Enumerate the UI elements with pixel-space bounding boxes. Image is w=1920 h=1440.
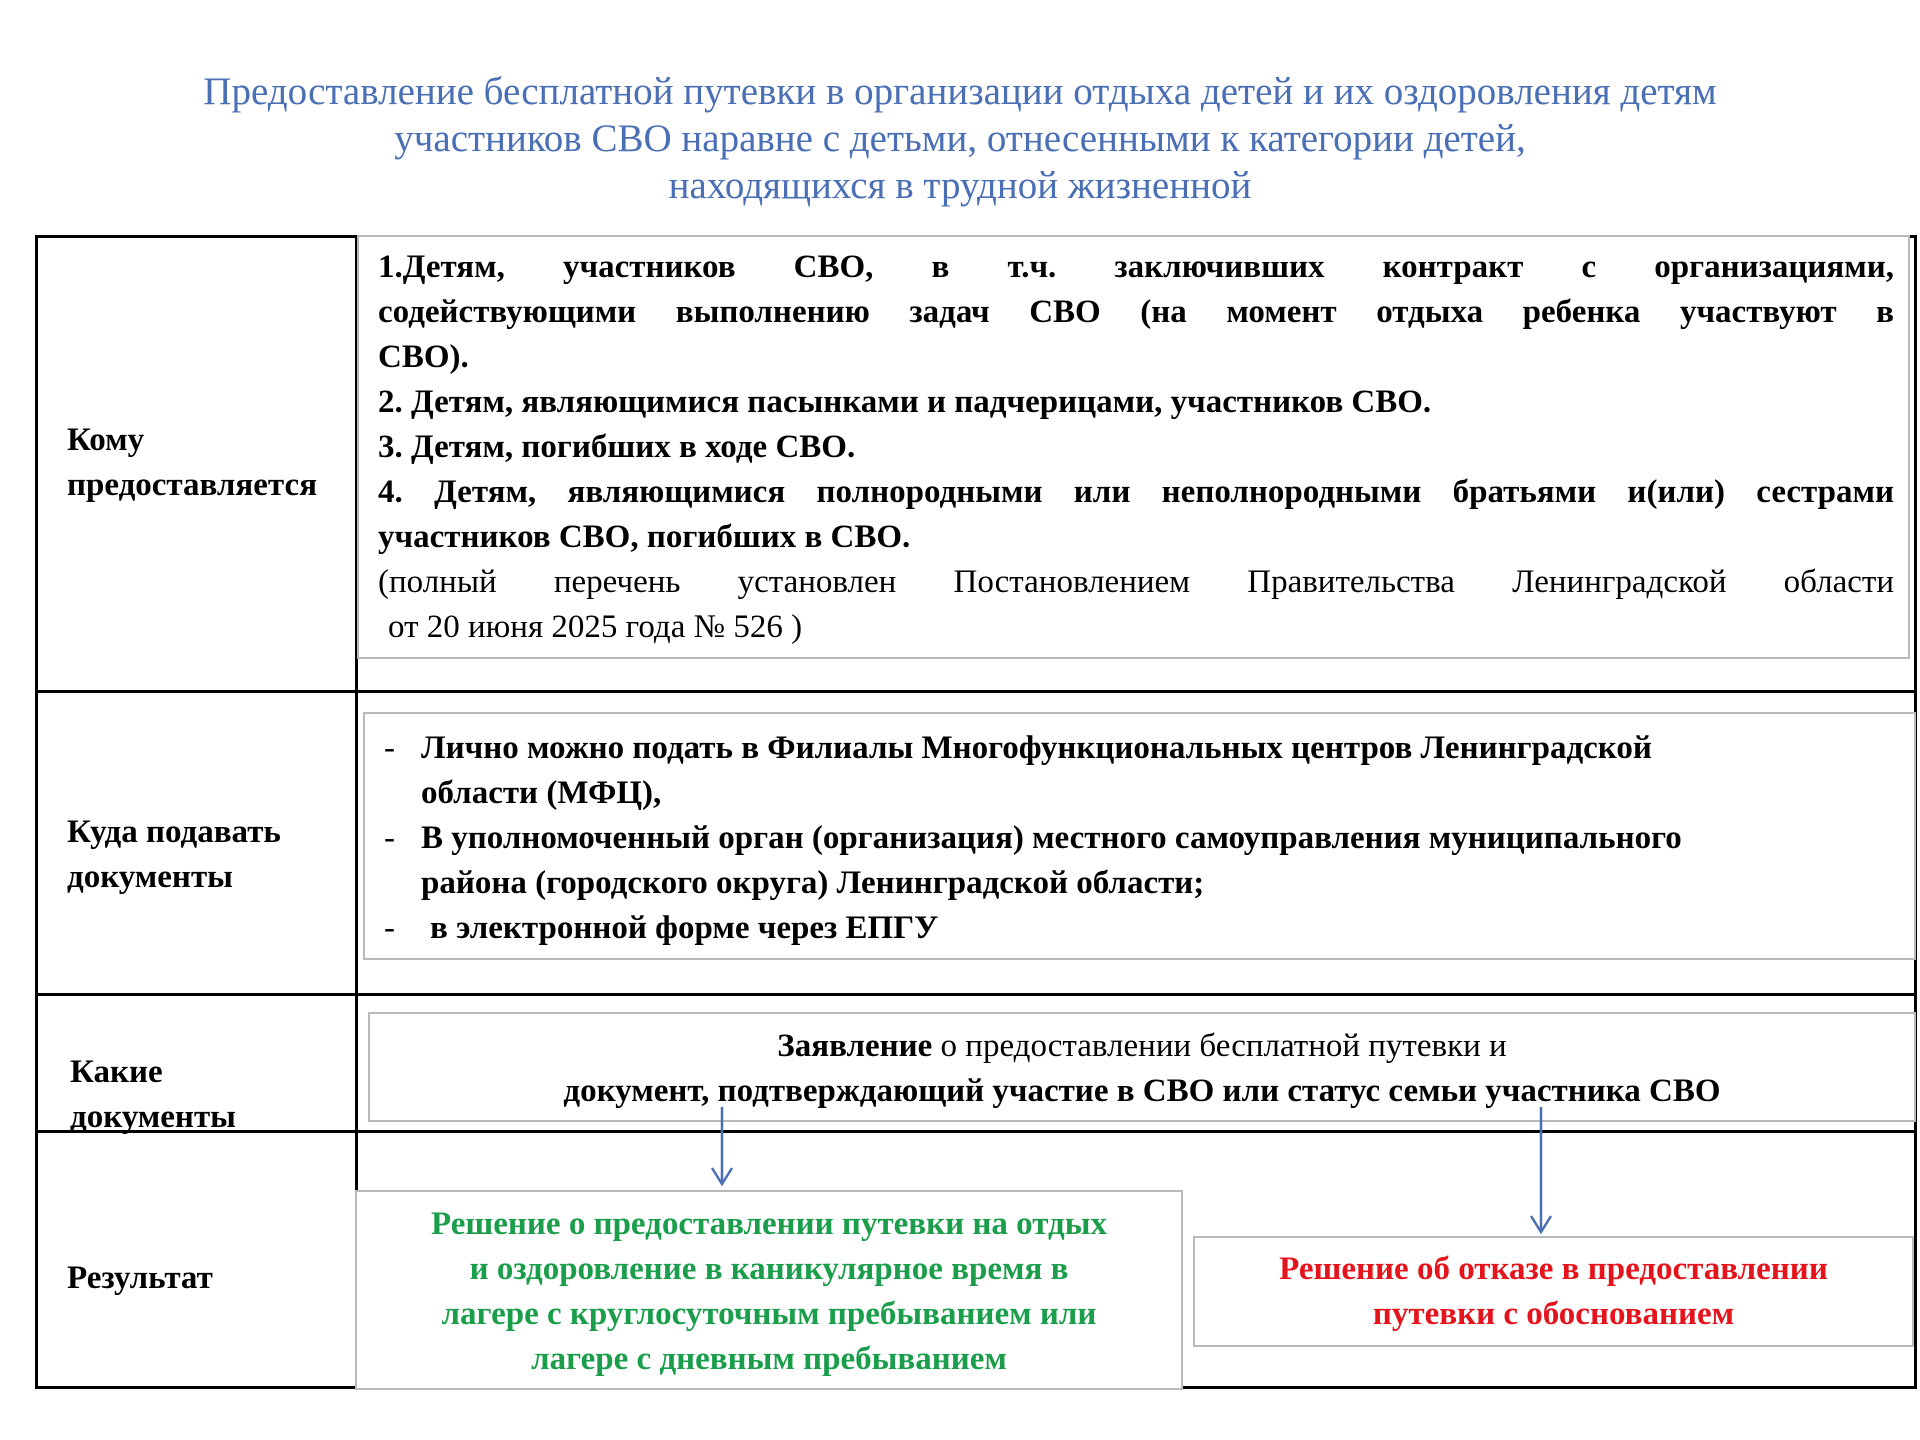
whom-line-7: участников СВО, погибших в СВО.	[378, 519, 911, 555]
docs-line-1-rest: о предоставлении бесплатной путевки и	[932, 1028, 1507, 1064]
arrow-to-negative	[1531, 1107, 1551, 1232]
positive-line-1: Решение о предоставлении путевки на отдых	[431, 1206, 1107, 1242]
where-dash-3: -	[384, 910, 395, 946]
docs-line-2: документ, подтверждающий участие в СВО или статус семьи участника СВО	[563, 1073, 1721, 1109]
whom-line-2: содействующими выполнению задач СВО (на момент отдыха ребенка участвуют в	[378, 294, 1894, 330]
row-label-result: Результат	[67, 1260, 213, 1296]
arrow-to-positive	[712, 1107, 732, 1184]
where-line-4: района (городского округа) Ленинградской области;	[421, 865, 1205, 901]
whom-line-1: 1.Детям, участников СВО, в т.ч. заключивших контракт с организациями,	[378, 249, 1894, 285]
where-line-1: Лично можно подать в Филиалы Многофункциональных центров Ленинградской	[421, 730, 1652, 766]
row-label-whom-line-1: Кому	[67, 422, 145, 458]
whom-line-6: 4. Детям, являющимися полнородными или неполнородными братьями и(или) сестрами	[378, 474, 1894, 510]
row-label-where-line-1: Куда подавать	[67, 814, 281, 850]
where-line-3: В уполномоченный орган (организация) местного самоуправления муниципального	[421, 820, 1682, 856]
title-line-3: находящихся в трудной жизненной	[668, 164, 1252, 207]
row-label-whom-line-2: предоставляется	[67, 467, 318, 503]
whom-line-5: 3. Детям, погибших в ходе СВО.	[378, 429, 856, 465]
docs-line-1-bold: Заявление	[777, 1028, 933, 1064]
whom-line-3: СВО).	[378, 339, 469, 375]
title-line-2: участников СВО наравне с детьми, отнесенными к категории детей,	[394, 117, 1526, 160]
row-label-docs-line-2: документы	[70, 1099, 236, 1135]
positive-line-2: и оздоровление в каникулярное время в	[469, 1251, 1069, 1287]
row-label-where-line-2: документы	[67, 859, 233, 895]
title-line-1: Предоставление бесплатной путевки в организации отдыха детей и их оздоровления детям	[203, 70, 1717, 113]
where-line-5: в электронной форме через ЕПГУ	[430, 910, 939, 946]
whom-line-4: 2. Детям, являющимися пасынками и падчерицами, участников СВО.	[378, 384, 1432, 420]
positive-line-3: лагере с круглосуточным пребыванием или	[441, 1296, 1097, 1332]
where-line-2: области (МФЦ),	[421, 775, 662, 811]
negative-line-2: путевки с обоснованием	[1372, 1296, 1735, 1332]
positive-line-4: лагере с дневным пребыванием	[531, 1341, 1007, 1377]
negative-line-1: Решение об отказе в предоставлении	[1279, 1251, 1828, 1287]
row-label-docs-line-1: Какие	[70, 1054, 163, 1090]
where-dash-2: -	[384, 820, 395, 856]
where-dash-1: -	[384, 730, 395, 766]
whom-line-9: от 20 июня 2025 года № 526 )	[388, 609, 803, 645]
whom-line-8: (полный перечень установлен Постановлением Правительства Ленинградской области	[378, 564, 1894, 600]
